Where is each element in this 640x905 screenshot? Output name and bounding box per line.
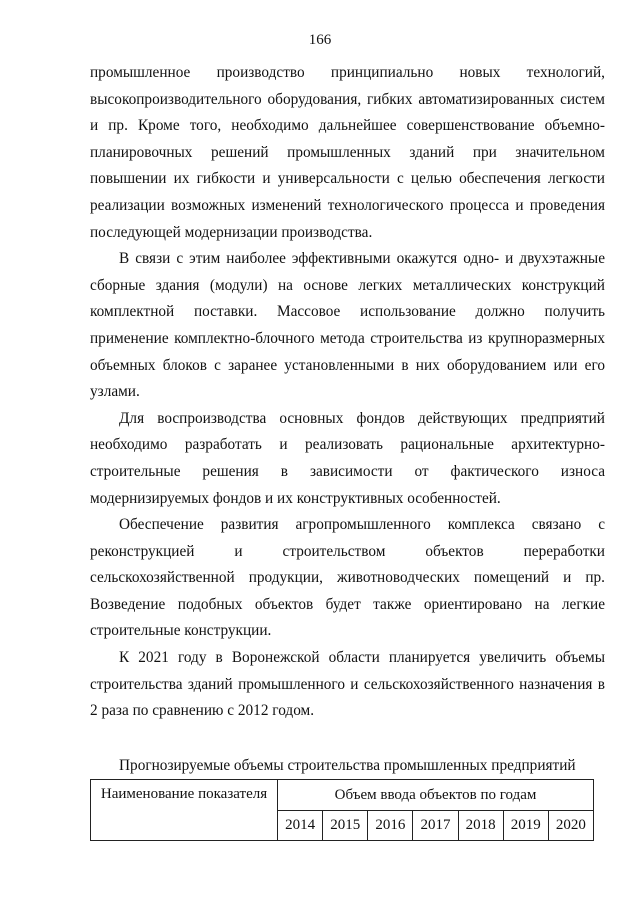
data-table <box>90 779 594 841</box>
column-group-header: Объем ввода объектов по годам <box>278 780 594 811</box>
year-cell: 2017 <box>413 811 458 841</box>
year-cell: 2016 <box>368 811 413 841</box>
column-header-indicator: Наименование показателя <box>91 780 278 841</box>
page-number: 166 <box>308 32 332 48</box>
paragraph: Обеспечение развития агропромышленного комплекса связано с реконструкцией и строительством объектов переработки сельскохозяйственной продукции, животноводческих помещений и пр. Возведение подобных объектов будет также ориентировано на легкие строительные конструкции. <box>90 516 605 640</box>
year-cell: 2020 <box>548 811 593 841</box>
paragraph: К 2021 году в Воронежской области планируется увеличить объемы строительства зданий промышленного и сельскохозяйственного назначения в 2 раза по сравнению с 2012 годом. <box>90 649 605 720</box>
year-cell: 2014 <box>278 811 323 841</box>
paragraph: Для воспроизводства основных фондов действующих предприятий необходимо разработать и реализовать рациональные архитектурно-строительные решения в зависимости от фактического износа модернизируемых фондов и их конструктивных особенностей. <box>90 409 605 507</box>
table-title: Прогнозируемые объемы строительства промышленных предприятий <box>119 756 576 774</box>
year-cell: 2015 <box>323 811 368 841</box>
year-cell: 2019 <box>503 811 548 841</box>
table-header-row <box>91 780 594 811</box>
paragraph: промышленное производство принципиально новых технологий, высокопроизводительного оборудования, гибких автоматизированных систем и пр. Кроме того, необходимо дальнейшее совершенствование объемно-планировочных решений промышленных зданий при значительном повышении их гибкости и универсальности с целью обеспечения легкости реализации возможных изменений технологического процесса и проведения последующей модернизации производства. <box>90 64 605 241</box>
document-body <box>90 60 605 841</box>
paragraph: В связи с этим наиболее эффективными окажутся одно- и двухэтажные сборные здания (модули) на основе легких металлических конструкций комплектной поставки. Массовое использование должно получить применение комплектно-блочного метода строительства из крупноразмерных объемных блоков с заранее установленными в них оборудованием или его узлами. <box>90 250 605 401</box>
year-cell: 2018 <box>458 811 503 841</box>
